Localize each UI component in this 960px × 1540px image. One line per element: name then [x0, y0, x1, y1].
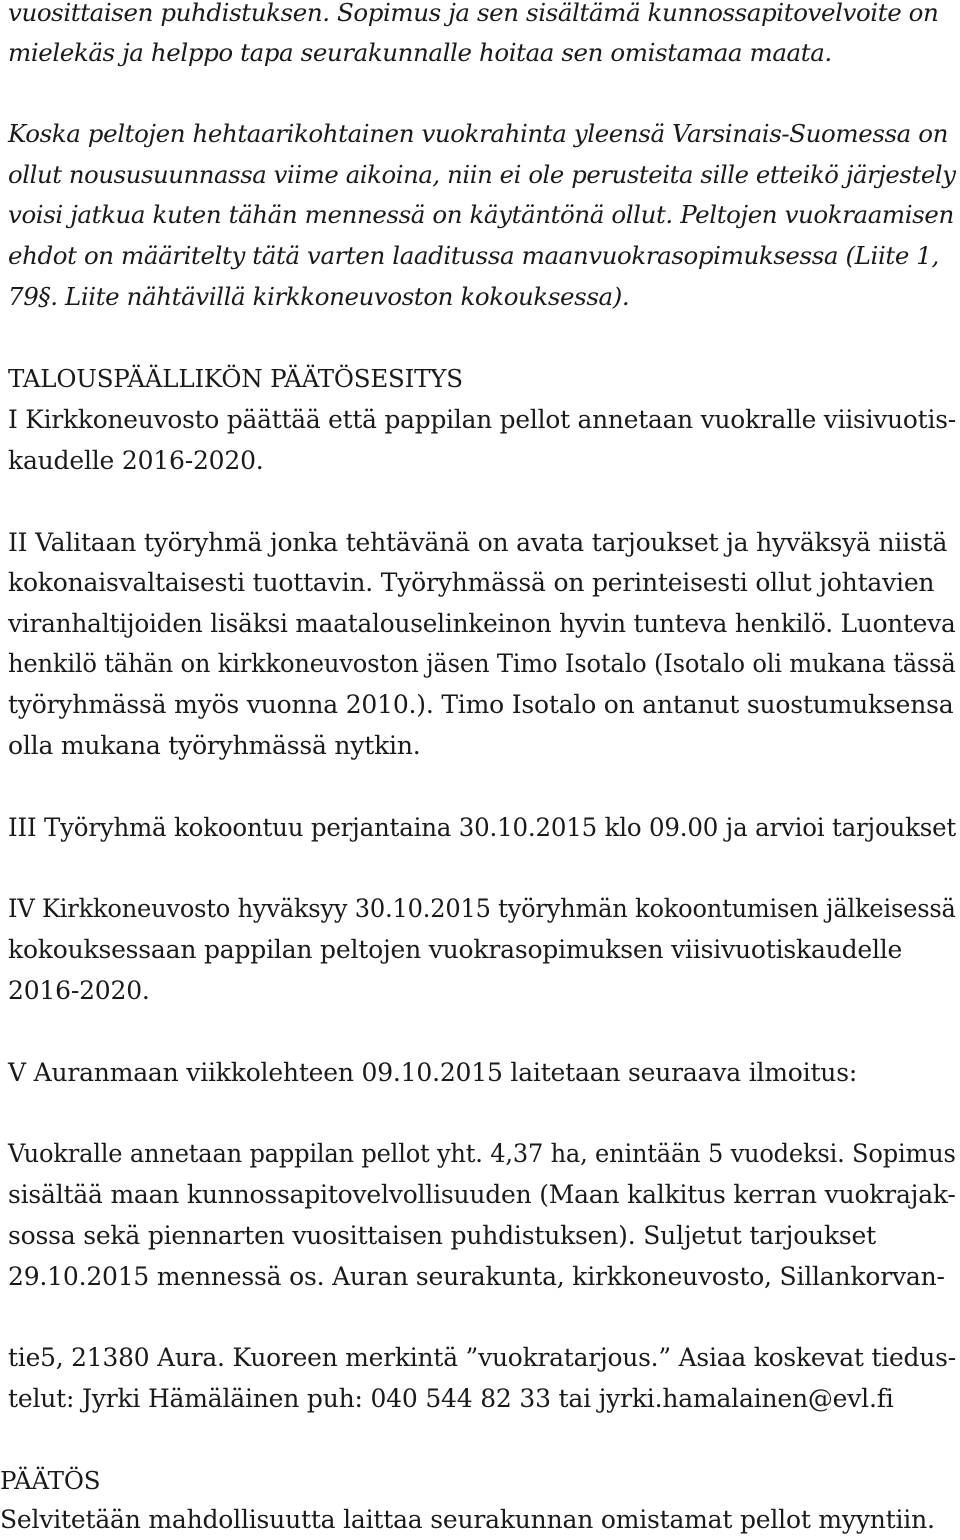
decision-heading: PÄÄTÖS	[0, 1466, 101, 1495]
announcement-line: telut: Jyrki Hämäläinen puh: 040 544 82 33 tai jyrki.hamalainen@evl.fi	[8, 1384, 894, 1413]
proposal-line: kokonaisvaltaisesti tuottavin. Työryhmässä on perinteisesti ollut johtavien	[8, 568, 935, 597]
proposal-line: II Valitaan työryhmä jonka tehtävänä on avata tarjoukset ja hyväksyä niistä	[8, 528, 948, 557]
proposal-line: 2016-2020.	[8, 976, 150, 1005]
decision-text: Selvitetään mahdollisuutta laittaa seurakunnan omistamat pellot myyntiin.	[0, 1505, 935, 1534]
proposal-line: henkilö tähän on kirkkoneuvoston jäsen Timo Isotalo (Isotalo oli mukana tässä	[8, 649, 956, 678]
announcement-line: sossa sekä piennarten vuosittaisen puhdistuksen). Suljetut tarjoukset	[8, 1221, 876, 1250]
proposal-line: III Työryhmä kokoontuu perjantaina 30.10.2015 klo 09.00 ja arvioi tarjoukset	[8, 813, 957, 842]
intro-line: vuosittaisen puhdistuksen. Sopimus ja sen sisältämä kunnossapitovelvoite on	[8, 0, 939, 27]
announcement-line: tie5, 21380 Aura. Kuoreen merkintä ”vuokratarjous.” Asiaa koskevat tiedus-	[8, 1343, 956, 1372]
intro-line: Koska peltojen hehtaarikohtainen vuokrahinta yleensä Varsinais-Suomessa on	[8, 119, 949, 148]
intro-line: voisi jatkua kuten tähän mennessä on käytäntönä ollut. Peltojen vuokraamisen	[8, 200, 954, 229]
proposal-line: viranhaltijoiden lisäksi maatalouselinkeinon hyvin tunteva henkilö. Luonteva	[8, 609, 956, 638]
intro-line: mielekäs ja helppo tapa seurakunnalle hoitaa sen omistamaa maata.	[8, 38, 832, 67]
proposal-line: V Auranmaan viikkolehteen 09.10.2015 laitetaan seuraava ilmoitus:	[8, 1058, 858, 1087]
intro-line: ehdot on määritelty tätä varten laaditussa maanvuokrasopimuksessa (Liite 1,	[8, 241, 939, 270]
proposal-line: kokouksessaan pappilan peltojen vuokrasopimuksen viisivuotiskaudelle	[8, 935, 903, 964]
proposal-line: I Kirkkoneuvosto päättää että pappilan pellot annetaan vuokralle viisivuotis-	[8, 405, 956, 434]
proposal-heading: TALOUSPÄÄLLIKÖN PÄÄTÖSESITYS	[8, 364, 463, 393]
intro-line: 79§. Liite nähtävillä kirkkoneuvoston kokouksessa).	[8, 282, 630, 311]
proposal-line: kaudelle 2016-2020.	[8, 446, 264, 475]
intro-line: ollut noususuunnassa viime aikoina, niin ei ole perusteita sille etteikö järjestely	[8, 160, 956, 189]
announcement-line: Vuokralle annetaan pappilan pellot yht. 4,37 ha, enintään 5 vuodeksi. Sopimus	[8, 1139, 956, 1168]
announcement-line: 29.10.2015 mennessä os. Auran seurakunta, kirkkoneuvosto, Sillankorvan-	[8, 1262, 945, 1291]
proposal-line: IV Kirkkoneuvosto hyväksyy 30.10.2015 työryhmän kokoontumisen jälkeisessä	[8, 894, 956, 923]
proposal-line: työryhmässä myös vuonna 2010.). Timo Isotalo on antanut suostumuksensa	[8, 690, 954, 719]
announcement-line: sisältää maan kunnossapitovelvollisuuden (Maan kalkitus kerran vuokrajak-	[8, 1180, 956, 1209]
proposal-line: olla mukana työryhmässä nytkin.	[8, 731, 421, 760]
